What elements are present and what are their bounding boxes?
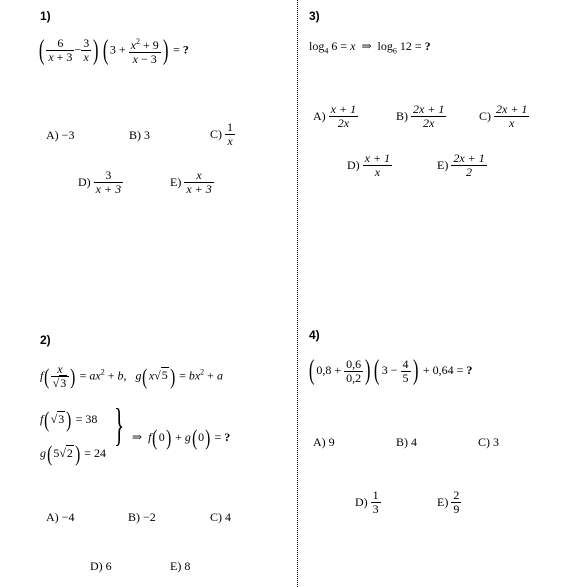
q4-option-d[interactable]: D) $\frac{1}{3}$ [355,488,379,516]
q1-option-b[interactable]: B) 3 [129,128,150,142]
q3-option-b[interactable]: B) $\frac{2x + 1}{2x}$ [396,102,445,130]
q2-condition-1: f(√3) = 38 [40,407,98,432]
q3-option-b-fraction: $\frac{2x + 1}{2x}$ [413,102,445,130]
column-divider [297,0,298,587]
q1-option-e-fraction: $\frac{x}{x + 3}$ [186,168,212,196]
q4-option-d-fraction: $\frac{1}{3}$ [372,488,379,516]
q1-option-c-fraction: $\frac{1}{x}$ [227,120,233,148]
q3-expression: $\log_4 6 = x$ ⇒ $\log_6 12$ = ? [309,39,431,56]
q1-expression: ( $\frac{6}{x + 3}$ − $\frac{3}{x}$ ) ( 3 + $\frac{x^2 + 9}{x - 3}$ ) = ? [38,34,189,66]
q3-option-a[interactable]: A) $\frac{x + 1}{2x}$ [313,102,357,130]
q2-option-a[interactable]: A) −4 [46,510,75,524]
q1-option-d[interactable]: D) $\frac{3}{x + 3}$ [78,168,122,196]
q1-number: 1) [40,9,51,23]
q2-definition: f( $\frac{x}{√3}$ ) = $ax^2 + b$, $g(x√5) = bx^2 + a$ [40,362,223,390]
q4-option-a[interactable]: A) 9 [313,435,335,449]
q3-option-e[interactable]: E) $\frac{2x + 1}{2}$ [437,151,485,179]
q2-option-c[interactable]: C) 4 [210,510,231,524]
q1-option-c[interactable]: C) $\frac{1}{x}$ [210,120,233,148]
q1-option-a[interactable]: A) −3 [46,128,75,142]
q4-option-e[interactable]: E) $\frac{2}{9}$ [437,488,460,516]
q3-option-d-fraction: $\frac{x + 1}{x}$ [364,151,391,179]
q4-option-b[interactable]: B) 4 [396,435,417,449]
q3-option-c[interactable]: C) $\frac{2x + 1}{x}$ [479,102,528,130]
q3-option-e-fraction: $\frac{2x + 1}{2}$ [453,151,485,179]
q1-option-d-fraction: $\frac{3}{x + 3}$ [95,168,122,196]
q1-option-e[interactable]: E) $\frac{x}{x + 3}$ [170,168,212,196]
q3-option-d[interactable]: D) $\frac{x + 1}{x}$ [347,151,391,179]
q4-option-c[interactable]: C) 3 [478,435,499,449]
q2-brace: } [114,399,125,450]
q2-question: ⇒ f(0) + g(0) = ? [132,425,231,450]
q3-number: 3) [309,9,320,23]
q2-option-d[interactable]: D) 6 [90,559,112,573]
q3-option-c-fraction: $\frac{2x + 1}{x}$ [496,102,528,130]
q3-option-a-fraction: $\frac{x + 1}{2x}$ [330,102,357,130]
q2-number: 2) [40,333,51,347]
q2-condition-2: g(5√2) = 24 [40,441,107,466]
q2-option-e[interactable]: E) 8 [170,559,191,573]
q4-expression: ( 0,8 + $\frac{0,6}{0,2}$ ) ( 3 − $\frac{4}{5}$ ) + 0,64 = ? [308,355,473,386]
q2-option-b[interactable]: B) −2 [128,510,156,524]
q4-number: 4) [309,328,320,342]
q4-option-e-fraction: $\frac{2}{9}$ [453,488,460,516]
